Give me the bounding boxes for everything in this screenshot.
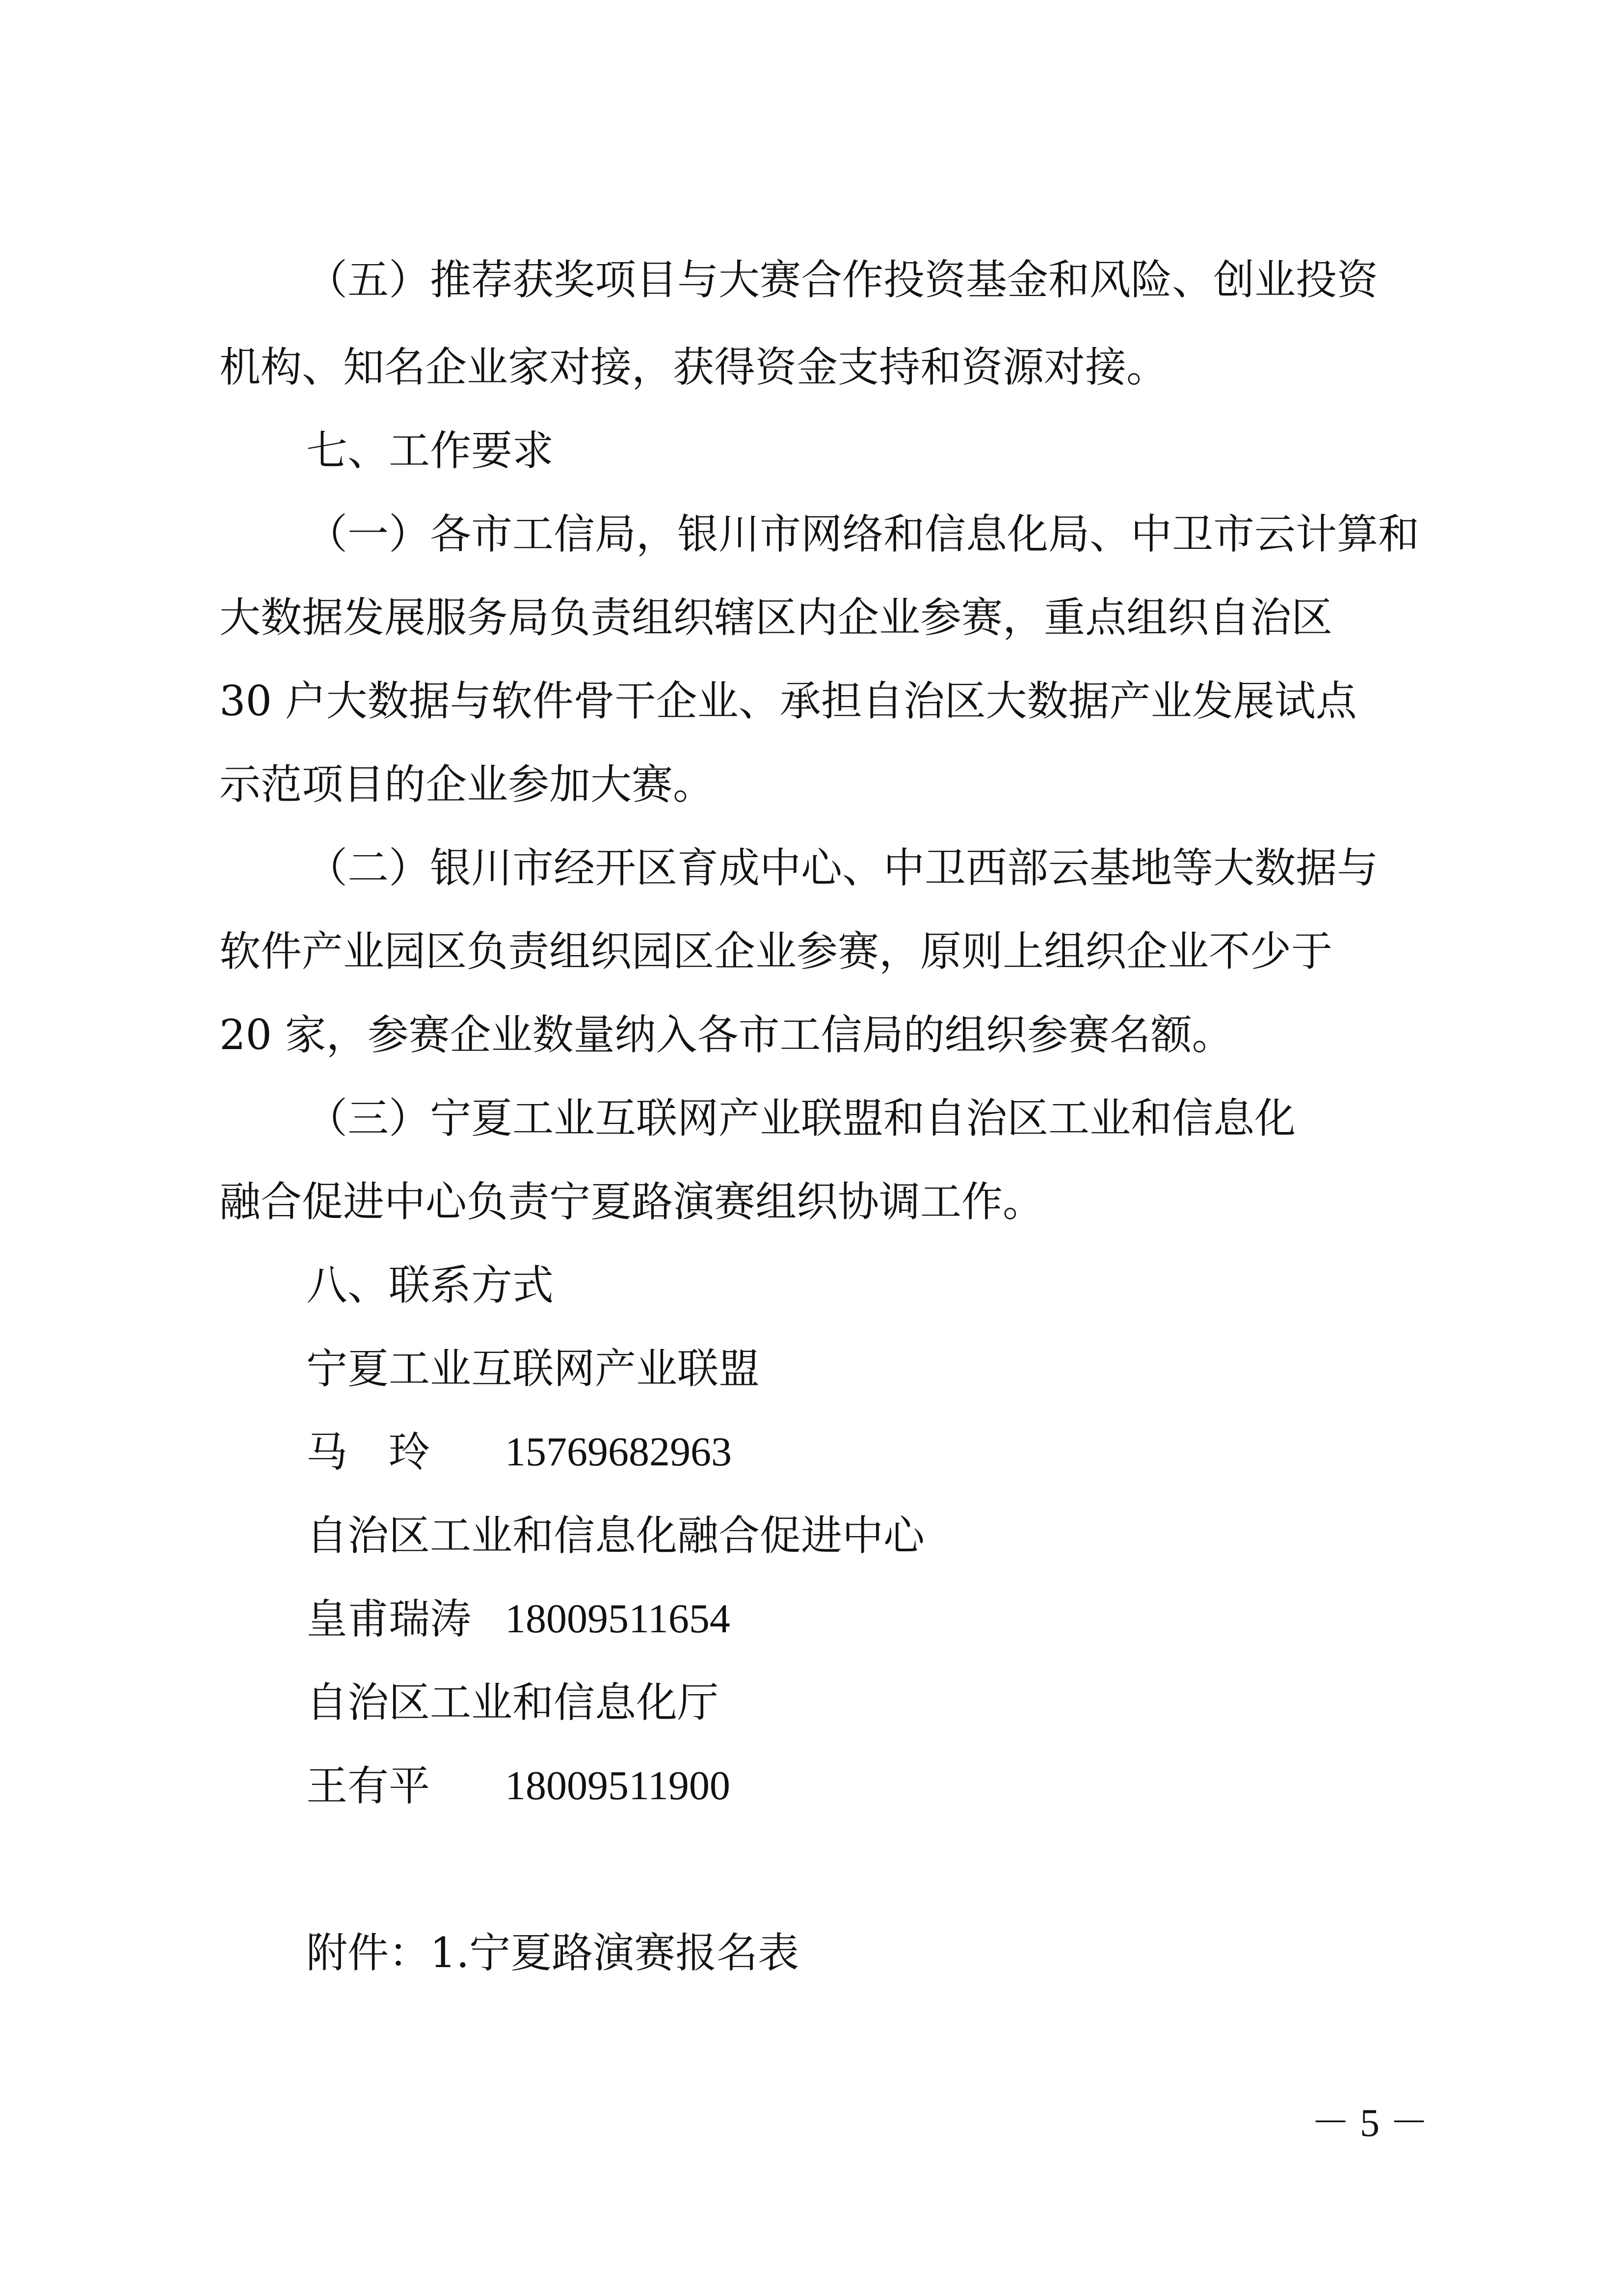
attachment-line bbox=[306, 1923, 799, 1982]
requirement-3-line-1: （三）宁夏工业互联网产业联盟和自治区工业和信息化 bbox=[306, 1094, 1296, 1142]
contact-name: 王有平 bbox=[306, 1762, 430, 1810]
paragraph-5-line-1: （五）推荐获奖项目与大赛合作投资基金和风险、创业投资 bbox=[306, 256, 1379, 304]
page-number: － 5 － bbox=[1311, 2102, 1429, 2145]
requirement-2-line-1: （二）银川市经开区育成中心、中卫西部云基地等大数据与 bbox=[306, 844, 1379, 892]
requirement-1-line-1: （一）各市工信局，银川市网络和信息化局、中卫市云计算和 bbox=[306, 510, 1420, 558]
requirement-1-line-2: 大数据发展服务局负责组织辖区内企业参赛，重点组织自治区 bbox=[219, 594, 1333, 642]
contact-person-3 bbox=[306, 1756, 730, 1815]
heading-work-requirements: 七、工作要求 bbox=[306, 427, 554, 475]
requirement-2-line-3: 20 家，参赛企业数量纳入各市工信局的组织参赛名额。 bbox=[219, 1011, 1233, 1059]
requirement-1-line-3: 30 户大数据与软件骨干企业、承担自治区大数据产业发展试点 bbox=[219, 677, 1357, 725]
contact-org-1: 宁夏工业互联网产业联盟 bbox=[306, 1345, 760, 1393]
contact-name: 皇甫瑞涛 bbox=[306, 1595, 472, 1643]
contact-person-2 bbox=[306, 1590, 730, 1648]
contact-org-2: 自治区工业和信息化融合促进中心 bbox=[306, 1512, 925, 1560]
requirement-1-line-4: 示范项目的企业参加大赛。 bbox=[219, 760, 715, 809]
contact-phone: 15769682963 bbox=[505, 1429, 732, 1475]
contact-phone: 18009511900 bbox=[505, 1763, 730, 1809]
contact-name: 马 玲 bbox=[306, 1428, 430, 1476]
paragraph-5-line-2: 机构、知名企业家对接，获得资金支持和资源对接。 bbox=[219, 343, 1168, 391]
requirement-3-line-2: 融合促进中心负责宁夏路演赛组织协调工作。 bbox=[219, 1178, 1044, 1226]
attachment-item: 1.宁夏路演赛报名表 bbox=[430, 1929, 799, 1977]
contact-person-1 bbox=[306, 1423, 732, 1482]
heading-contact-info: 八、联系方式 bbox=[306, 1261, 554, 1309]
contact-phone: 18009511654 bbox=[505, 1596, 730, 1642]
contact-org-3: 自治区工业和信息化厅 bbox=[306, 1678, 719, 1727]
attachment-label: 附件： bbox=[306, 1929, 430, 1977]
requirement-2-line-2: 软件产业园区负责组织园区企业参赛，原则上组织企业不少于 bbox=[219, 927, 1333, 975]
